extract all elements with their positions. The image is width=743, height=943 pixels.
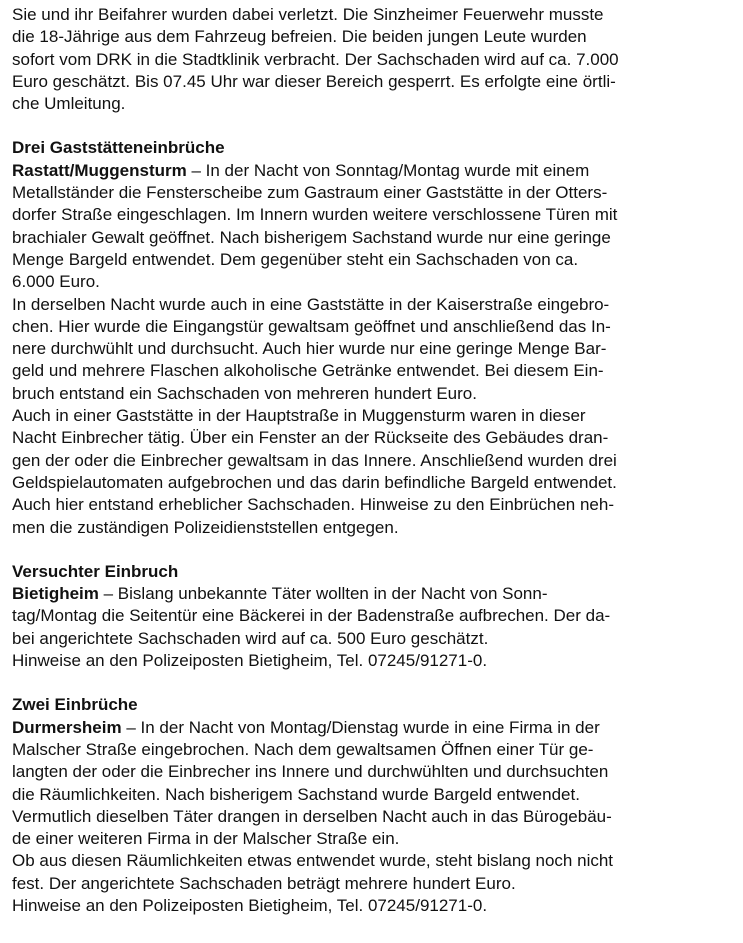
section-heading: Zwei Einbrüche <box>12 695 138 715</box>
text-line: die Räumlichkeiten. Nach bisherigem Sachstand wurde Bargeld entwendet. <box>12 784 580 804</box>
text-line: Ob aus diesen Räumlichkeiten etwas entwendet wurde, steht bislang noch nicht <box>12 851 614 871</box>
paragraph-gap <box>12 672 732 694</box>
text-line: Auch hier entstand erheblicher Sachschaden. Hinweise zu den Einbrüchen neh- <box>12 495 614 515</box>
text-line: geld und mehrere Flaschen alkoholische Getränke entwendet. Bei diesem Ein- <box>12 361 604 381</box>
text-line: Geldspielautomaten aufgebrochen und das darin befindliche Bargeld entwendet. <box>12 472 617 492</box>
text-line: Euro geschätzt. Bis 07.45 Uhr war dieser Bereich gesperrt. Es erfolgte eine örtli- <box>12 71 616 91</box>
text-line: Auch in einer Gaststätte in der Hauptstraße in Muggensturm waren in dieser <box>12 406 586 426</box>
text-line: brachialer Gewalt geöffnet. Nach bisherigem Sachstand wurde nur eine geringe <box>12 227 611 247</box>
section-heading: Versuchter Einbruch <box>12 561 179 581</box>
place-name: Rastatt/Muggensturm <box>12 160 187 180</box>
text-line: Hinweise an den Polizeiposten Bietigheim, Tel. 07245/91271-0. <box>12 895 488 915</box>
text-line: In derselben Nacht wurde auch in eine Gaststätte in der Kaiserstraße eingebro- <box>12 294 610 314</box>
text-line: de einer weiteren Firma in der Malscher Straße ein. <box>12 829 400 849</box>
text-fragment: – Bislang unbekannte Täter wollten in der Nacht von Sonn- <box>98 584 548 604</box>
text-line: langten der oder die Einbrecher ins Innere und durchwühlten und durchsuchten <box>12 762 609 782</box>
paragraph-gap <box>12 539 732 561</box>
text-line: Vermutlich dieselben Täter drangen in derselben Nacht auch in das Bürogebäu- <box>12 806 612 826</box>
text-line: Sie und ihr Beifahrer wurden dabei verletzt. Die Sinzheimer Feuerwehr musste <box>12 5 604 24</box>
text-line <box>12 160 732 182</box>
text-line: dorfer Straße eingeschlagen. Im Innern wurden weitere verschlossene Türen mit <box>12 205 618 225</box>
paragraph-gap <box>12 115 732 137</box>
text-line: 6.000 Euro. <box>12 272 100 292</box>
text-line: che Umleitung. <box>12 94 126 114</box>
text-line: gen der oder die Einbrecher gewaltsam in das Innere. Anschließend wurden drei <box>12 450 617 470</box>
text-line: bruch entstand ein Sachschaden von mehreren hundert Euro. <box>12 383 477 403</box>
document-page <box>12 4 732 917</box>
text-line: men die zuständigen Polizeidienststellen entgegen. <box>12 517 399 537</box>
text-line: Nacht Einbrecher tätig. Über ein Fenster an der Rückseite des Gebäudes dran- <box>12 428 609 448</box>
text-line: Metallständer die Fensterscheibe zum Gastraum einer Gaststätte in der Otters- <box>12 183 608 203</box>
text-line: Hinweise an den Polizeiposten Bietigheim, Tel. 07245/91271-0. <box>12 651 488 671</box>
place-name: Bietigheim <box>12 584 99 604</box>
section-versuchter-einbruch <box>12 561 732 672</box>
text-line <box>12 717 732 739</box>
text-line <box>12 583 732 605</box>
text-line: tag/Montag die Seitentür eine Bäckerei in der Badenstraße aufbrechen. Der da- <box>12 606 611 626</box>
intro-paragraph <box>12 4 732 115</box>
text-line: bei angerichtete Sachschaden wird auf ca. 500 Euro geschätzt. <box>12 628 489 648</box>
text-line: nere durchwühlt und durchsucht. Auch hier wurde nur eine geringe Menge Bar- <box>12 339 607 359</box>
section-zwei-einbrueche <box>12 694 732 917</box>
text-fragment: – In der Nacht von Montag/Dienstag wurde in eine Firma in der <box>121 717 600 737</box>
text-fragment: – In der Nacht von Sonntag/Montag wurde mit einem <box>186 160 590 180</box>
place-name: Durmersheim <box>12 717 122 737</box>
text-line: Malscher Straße eingebrochen. Nach dem gewaltsamen Öffnen einer Tür ge- <box>12 739 594 759</box>
text-line: die 18-Jährige aus dem Fahrzeug befreien. Die beiden jungen Leute wurden <box>12 27 587 47</box>
section-gaststaetten <box>12 137 732 538</box>
text-line: fest. Der angerichtete Sachschaden beträgt mehrere hundert Euro. <box>12 873 516 893</box>
text-line: Menge Bargeld entwendet. Dem gegenüber steht ein Sachschaden von ca. <box>12 249 579 269</box>
section-heading: Drei Gaststätteneinbrüche <box>12 138 225 158</box>
text-line: chen. Hier wurde die Eingangstür gewaltsam geöffnet und anschließend das In- <box>12 316 611 336</box>
text-line: sofort vom DRK in die Stadtklinik verbracht. Der Sachschaden wird auf ca. 7.000 <box>12 49 619 69</box>
